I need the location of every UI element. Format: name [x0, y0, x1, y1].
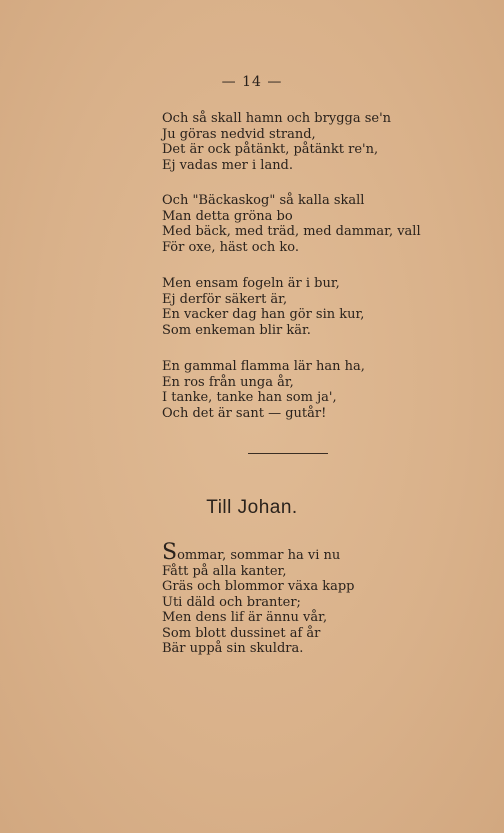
verse-line: Gräs och blommor växa kapp — [162, 579, 355, 594]
stanza-5 — [162, 540, 355, 657]
verse-line: För oxe, häst och ko. — [162, 239, 299, 255]
first-line-rest: ommar, sommar ha vi nu — [177, 548, 341, 563]
verse-line: Men dens lif är ännu vår, — [162, 610, 328, 625]
verse-line: Med bäck, med träd, med dammar, vall — [162, 224, 421, 239]
first-verse-line — [162, 540, 354, 565]
verse-line: En vacker dag han gör sin kur, — [162, 307, 365, 322]
verse-line: En ros från unga år, — [162, 374, 294, 390]
verse-line: Och så skall hamn och brygga se'n — [162, 111, 392, 126]
verse-line: Bär uppå sin skuldra. — [162, 641, 304, 656]
verse-line: Och "Bäckaskog" så kalla skall — [162, 193, 365, 208]
verse-line: Det är ock påtänkt, påtänkt re'n, — [162, 142, 379, 157]
verse-line: Uti däld och branter; — [162, 594, 301, 610]
stanza-3 — [162, 276, 364, 338]
verse-line: Ej vadas mer i land. — [162, 157, 294, 173]
verse-line: I tanke, tanke han som ja', — [162, 390, 337, 405]
verse-line: Man detta gröna bo — [162, 208, 293, 224]
verse-line: Men ensam fogeln är i bur, — [162, 276, 340, 291]
stanza-2 — [162, 193, 421, 255]
drop-cap: S — [162, 540, 178, 565]
stanza-4 — [162, 359, 365, 421]
verse-line: Ju göras nedvid strand, — [162, 126, 316, 142]
verse-line: Som blott dussinet af år — [162, 625, 321, 641]
poem-title: Till Johan. — [206, 497, 298, 518]
verse-line: Fått på alla kanter, — [162, 563, 287, 579]
page-number: — 14 — — [221, 74, 283, 90]
verse-line: En gammal flamma lär han ha, — [162, 359, 365, 374]
section-divider — [248, 453, 328, 454]
verse-line: Och det är sant — gutår! — [162, 405, 327, 421]
verse-line: Som enkeman blir kär. — [162, 322, 311, 338]
stanza-1 — [162, 111, 391, 173]
verse-line: Ej derför säkert är, — [162, 291, 288, 307]
